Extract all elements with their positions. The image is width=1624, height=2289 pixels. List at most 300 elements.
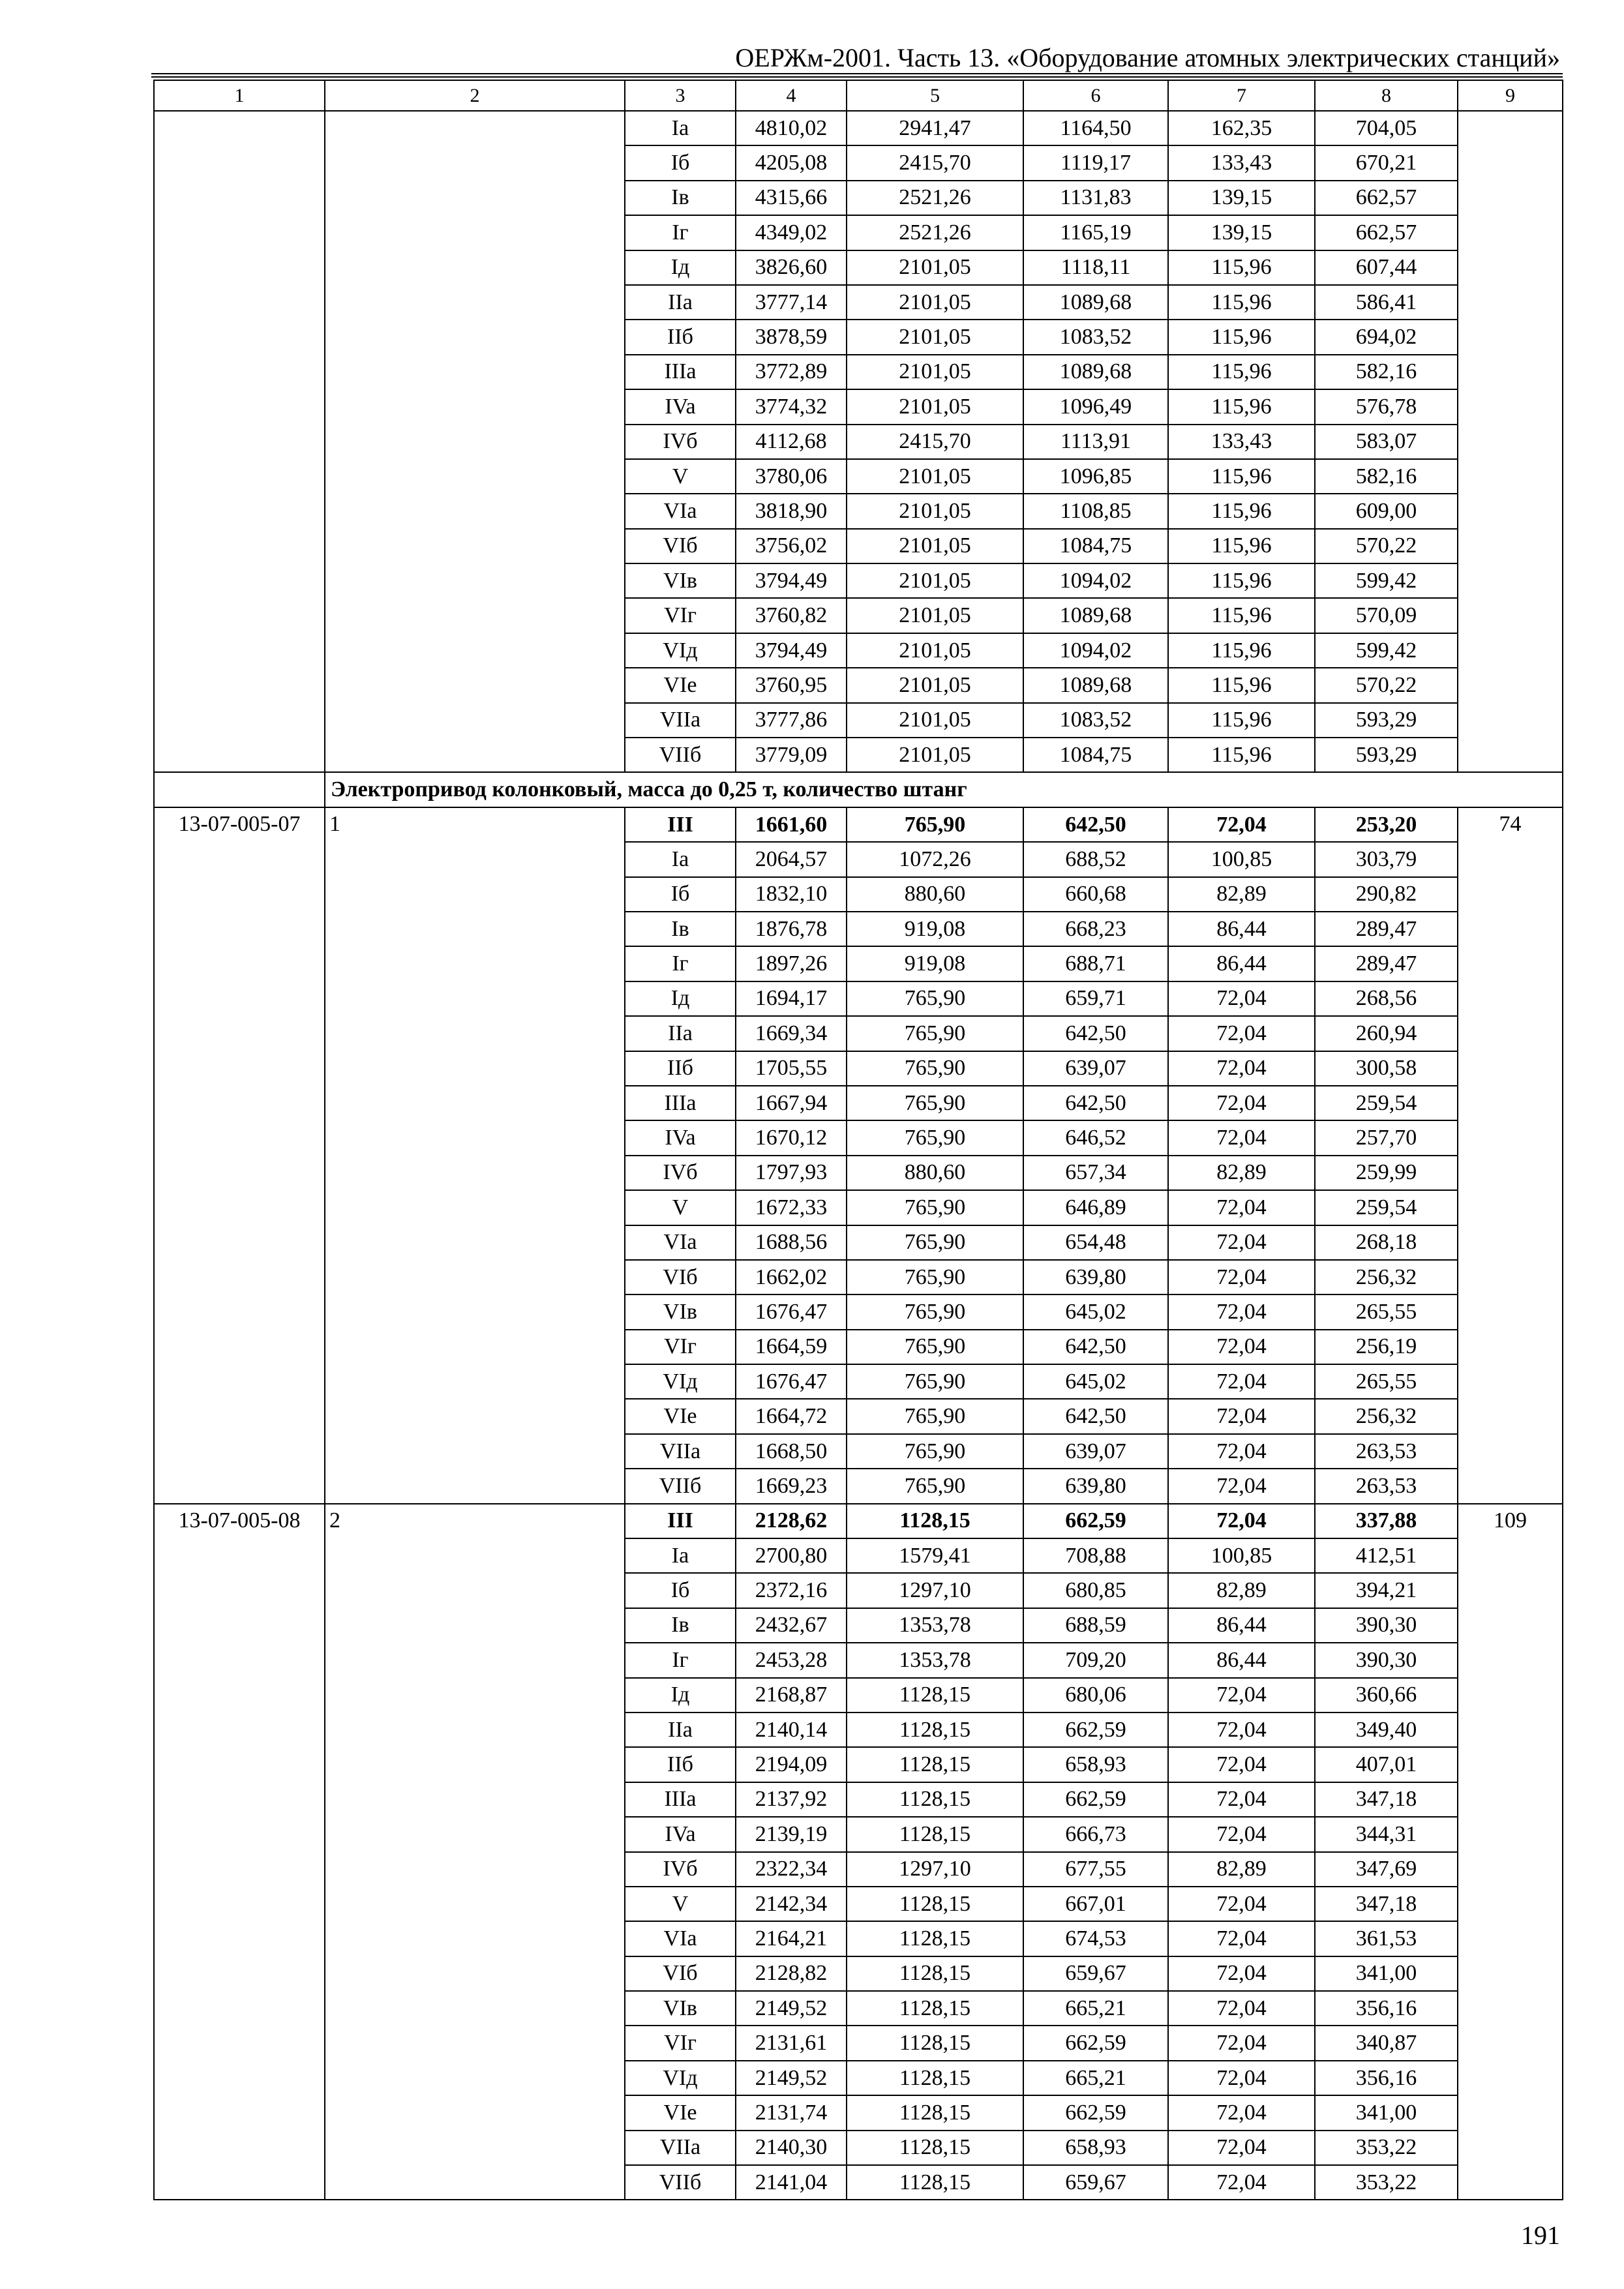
- value-cell: 662,59: [1023, 1782, 1168, 1817]
- value-cell: 586,41: [1315, 285, 1458, 320]
- value-cell: 642,50: [1023, 1330, 1168, 1364]
- value-cell: 765,90: [847, 1260, 1023, 1294]
- value-cell: 72,04: [1168, 2165, 1315, 2200]
- column-header-6: 6: [1023, 80, 1168, 111]
- value-cell: 3777,86: [736, 703, 847, 738]
- value-cell: 660,68: [1023, 877, 1168, 912]
- value-cell: 72,04: [1168, 1399, 1315, 1433]
- value-cell: 1128,15: [847, 1678, 1023, 1713]
- zone-index-cell: Iб: [625, 877, 736, 912]
- value-cell: 2101,05: [847, 703, 1023, 738]
- value-cell: 880,60: [847, 1156, 1023, 1190]
- value-cell: 1128,15: [847, 1713, 1023, 1747]
- value-cell: 1353,78: [847, 1608, 1023, 1643]
- value-cell: 1089,68: [1023, 285, 1168, 320]
- value-cell: 72,04: [1168, 1713, 1315, 1747]
- value-cell: 677,55: [1023, 1852, 1168, 1887]
- value-cell: 360,66: [1315, 1678, 1458, 1713]
- column-header-8: 8: [1315, 80, 1458, 111]
- table-body: [154, 80, 1563, 2200]
- value-cell: 765,90: [847, 1120, 1023, 1155]
- value-cell: 688,71: [1023, 946, 1168, 981]
- value-cell: 2101,05: [847, 598, 1023, 633]
- zone-index-cell: IIб: [625, 320, 736, 354]
- value-cell: 708,88: [1023, 1538, 1168, 1573]
- value-cell: 3878,59: [736, 320, 847, 354]
- value-cell: 2194,09: [736, 1747, 847, 1782]
- zone-index-cell: VIв: [625, 563, 736, 598]
- zone-index-cell: VIIб: [625, 738, 736, 772]
- value-cell: 2415,70: [847, 425, 1023, 459]
- value-cell: 1119,17: [1023, 145, 1168, 180]
- section-title: Электропривод колонковый, масса до 0,25 т, количество штанг: [325, 772, 1563, 807]
- zone-index-cell: Iв: [625, 181, 736, 215]
- value-cell: 341,00: [1315, 1956, 1458, 1991]
- value-cell: 115,96: [1168, 285, 1315, 320]
- zone-index-cell: IIб: [625, 1051, 736, 1086]
- zone-index-cell: IVб: [625, 1156, 736, 1190]
- value-cell: 72,04: [1168, 1120, 1315, 1155]
- value-cell: 1128,15: [847, 1504, 1023, 1538]
- value-cell: 1089,68: [1023, 668, 1168, 702]
- value-cell: 1083,52: [1023, 703, 1168, 738]
- value-cell: 1579,41: [847, 1538, 1023, 1573]
- value-cell: 139,15: [1168, 181, 1315, 215]
- value-cell: 3818,90: [736, 494, 847, 528]
- value-cell: 919,08: [847, 946, 1023, 981]
- rate-code-cell: 13-07-005-07: [154, 807, 325, 1504]
- value-cell: 253,20: [1315, 807, 1458, 842]
- value-cell: 394,21: [1315, 1573, 1458, 1608]
- value-cell: 1113,91: [1023, 425, 1168, 459]
- value-cell: 659,67: [1023, 2165, 1168, 2200]
- zone-index-cell: VIIб: [625, 1469, 736, 1503]
- zone-index-cell: Ia: [625, 842, 736, 876]
- value-cell: 72,04: [1168, 1294, 1315, 1329]
- value-cell: 3794,49: [736, 563, 847, 598]
- value-cell: 1669,34: [736, 1016, 847, 1051]
- value-cell: 639,07: [1023, 1434, 1168, 1469]
- zone-index-cell: Iд: [625, 1678, 736, 1713]
- value-cell: 72,04: [1168, 1051, 1315, 1086]
- value-cell: 2131,61: [736, 2026, 847, 2060]
- value-cell: 646,52: [1023, 1120, 1168, 1155]
- value-cell: 115,96: [1168, 563, 1315, 598]
- zone-index-cell: VIe: [625, 1399, 736, 1433]
- value-cell: 72,04: [1168, 807, 1315, 842]
- value-cell: 162,35: [1168, 111, 1315, 145]
- value-cell: 257,70: [1315, 1120, 1458, 1155]
- value-cell: 390,30: [1315, 1643, 1458, 1677]
- value-cell: 2101,05: [847, 250, 1023, 285]
- value-cell: 72,04: [1168, 1991, 1315, 2026]
- zone-index-cell: VIг: [625, 1330, 736, 1364]
- zone-index-cell: IIIa: [625, 1782, 736, 1817]
- value-cell: 662,57: [1315, 181, 1458, 215]
- value-cell: 1662,02: [736, 1260, 847, 1294]
- zone-index-cell: Iг: [625, 215, 736, 250]
- value-cell: 642,50: [1023, 1086, 1168, 1120]
- value-cell: 1688,56: [736, 1225, 847, 1260]
- value-cell: 72,04: [1168, 2026, 1315, 2060]
- value-cell: 72,04: [1168, 1225, 1315, 1260]
- value-cell: 2064,57: [736, 842, 847, 876]
- zone-index-cell: VIд: [625, 1364, 736, 1399]
- value-cell: 2101,05: [847, 633, 1023, 668]
- value-cell: 642,50: [1023, 1016, 1168, 1051]
- value-cell: 2139,19: [736, 1817, 847, 1851]
- section-row: [154, 772, 1563, 807]
- value-cell: 2164,21: [736, 1921, 847, 1956]
- value-cell: 765,90: [847, 1016, 1023, 1051]
- value-cell: 72,04: [1168, 1678, 1315, 1713]
- value-cell: 115,96: [1168, 459, 1315, 494]
- value-cell: 3760,95: [736, 668, 847, 702]
- value-cell: 4349,02: [736, 215, 847, 250]
- value-cell: 86,44: [1168, 1608, 1315, 1643]
- zone-index-cell: IIIa: [625, 1086, 736, 1120]
- zone-index-cell: VIe: [625, 668, 736, 702]
- value-cell: 115,96: [1168, 703, 1315, 738]
- value-cell: 3777,14: [736, 285, 847, 320]
- value-cell: 639,80: [1023, 1469, 1168, 1503]
- value-cell: 344,31: [1315, 1817, 1458, 1851]
- zone-index-cell: IIa: [625, 1713, 736, 1747]
- value-cell: 3826,60: [736, 250, 847, 285]
- zone-index-cell: VIIa: [625, 2131, 736, 2165]
- value-cell: 694,02: [1315, 320, 1458, 354]
- zone-index-cell: IVa: [625, 1120, 736, 1155]
- value-cell: 412,51: [1315, 1538, 1458, 1573]
- value-cell: 3774,32: [736, 389, 847, 424]
- value-cell: 3780,06: [736, 459, 847, 494]
- value-cell: 4810,02: [736, 111, 847, 145]
- value-cell: 115,96: [1168, 494, 1315, 528]
- value-cell: 2142,34: [736, 1887, 847, 1921]
- rate-name-cell: [325, 111, 625, 772]
- zone-index-cell: Iв: [625, 912, 736, 946]
- value-cell: 72,04: [1168, 2061, 1315, 2095]
- value-cell: 704,05: [1315, 111, 1458, 145]
- value-cell: 1897,26: [736, 946, 847, 981]
- value-cell: 2101,05: [847, 668, 1023, 702]
- value-cell: 665,21: [1023, 2061, 1168, 2095]
- zone-index-cell: VIб: [625, 1260, 736, 1294]
- rate-code-cell: [154, 111, 325, 772]
- value-cell: 72,04: [1168, 1956, 1315, 1991]
- zone-index-cell: IIa: [625, 1016, 736, 1051]
- zone-index-cell: IVa: [625, 389, 736, 424]
- value-cell: 72,04: [1168, 1747, 1315, 1782]
- value-cell: 765,90: [847, 1051, 1023, 1086]
- value-cell: 2101,05: [847, 459, 1023, 494]
- column-header-7: 7: [1168, 80, 1315, 111]
- zone-index-cell: Iд: [625, 981, 736, 1016]
- value-cell: 1669,23: [736, 1469, 847, 1503]
- value-cell: 356,16: [1315, 2061, 1458, 2095]
- value-cell: 82,89: [1168, 1852, 1315, 1887]
- value-cell: 1832,10: [736, 877, 847, 912]
- value-cell: 1797,93: [736, 1156, 847, 1190]
- value-cell: 919,08: [847, 912, 1023, 946]
- value-cell: 1083,52: [1023, 320, 1168, 354]
- value-cell: 2140,14: [736, 1713, 847, 1747]
- zone-index-cell: Iб: [625, 145, 736, 180]
- value-cell: 82,89: [1168, 1573, 1315, 1608]
- value-cell: 2101,05: [847, 494, 1023, 528]
- value-cell: 2168,87: [736, 1678, 847, 1713]
- zone-index-cell: IIIa: [625, 355, 736, 389]
- zone-index-cell: Ia: [625, 1538, 736, 1573]
- value-cell: 2453,28: [736, 1643, 847, 1677]
- value-cell: 290,82: [1315, 877, 1458, 912]
- value-cell: 115,96: [1168, 668, 1315, 702]
- value-cell: 2521,26: [847, 181, 1023, 215]
- value-cell: 3756,02: [736, 529, 847, 563]
- value-cell: 599,42: [1315, 633, 1458, 668]
- value-cell: 256,32: [1315, 1260, 1458, 1294]
- value-cell: 1131,83: [1023, 181, 1168, 215]
- value-cell: 2101,05: [847, 389, 1023, 424]
- value-cell: 2101,05: [847, 563, 1023, 598]
- zone-index-cell: VIa: [625, 1225, 736, 1260]
- value-cell: 642,50: [1023, 1399, 1168, 1433]
- value-cell: 662,59: [1023, 1713, 1168, 1747]
- value-cell: 2101,05: [847, 285, 1023, 320]
- value-cell: 256,19: [1315, 1330, 1458, 1364]
- value-cell: 1128,15: [847, 1817, 1023, 1851]
- header-rule: [151, 73, 1563, 78]
- value-cell: 665,21: [1023, 1991, 1168, 2026]
- value-cell: 4112,68: [736, 425, 847, 459]
- value-cell: 2140,30: [736, 2131, 847, 2165]
- value-cell: 115,96: [1168, 598, 1315, 633]
- value-cell: 765,90: [847, 1399, 1023, 1433]
- value-cell: 353,22: [1315, 2131, 1458, 2165]
- value-cell: 2128,62: [736, 1504, 847, 1538]
- value-cell: 72,04: [1168, 1921, 1315, 1956]
- value-cell: 1297,10: [847, 1573, 1023, 1608]
- zone-index-cell: VIIб: [625, 2165, 736, 2200]
- value-cell: 1297,10: [847, 1852, 1023, 1887]
- value-cell: 2128,82: [736, 1956, 847, 1991]
- column-header-4: 4: [736, 80, 847, 111]
- value-cell: 2322,34: [736, 1852, 847, 1887]
- value-cell: 599,42: [1315, 563, 1458, 598]
- zone-index-cell: IVб: [625, 425, 736, 459]
- zone-index-cell: V: [625, 1887, 736, 1921]
- value-cell: 658,93: [1023, 1747, 1168, 1782]
- value-cell: 645,02: [1023, 1294, 1168, 1329]
- zone-index-cell: Iб: [625, 1573, 736, 1608]
- value-cell: 2941,47: [847, 111, 1023, 145]
- value-cell: 1676,47: [736, 1294, 847, 1329]
- zone-index-cell: VIв: [625, 1294, 736, 1329]
- value-cell: 1089,68: [1023, 598, 1168, 633]
- value-cell: 765,90: [847, 1364, 1023, 1399]
- value-cell: 1661,60: [736, 807, 847, 842]
- value-cell: 1670,12: [736, 1120, 847, 1155]
- value-cell: 576,78: [1315, 389, 1458, 424]
- value-cell: 1128,15: [847, 1921, 1023, 1956]
- value-cell: 2700,80: [736, 1538, 847, 1573]
- value-cell: 1164,50: [1023, 111, 1168, 145]
- value-cell: 570,22: [1315, 529, 1458, 563]
- zone-index-cell: Iг: [625, 1643, 736, 1677]
- value-cell: 709,20: [1023, 1643, 1168, 1677]
- zone-index-cell: Iд: [625, 250, 736, 285]
- value-cell: 582,16: [1315, 355, 1458, 389]
- value-cell: 337,88: [1315, 1504, 1458, 1538]
- value-cell: 659,67: [1023, 1956, 1168, 1991]
- value-cell: 72,04: [1168, 2095, 1315, 2130]
- value-cell: 2101,05: [847, 320, 1023, 354]
- value-cell: 645,02: [1023, 1364, 1168, 1399]
- value-cell: 72,04: [1168, 1086, 1315, 1120]
- value-cell: 390,30: [1315, 1608, 1458, 1643]
- value-cell: 303,79: [1315, 842, 1458, 876]
- value-cell: 1668,50: [736, 1434, 847, 1469]
- value-cell: 666,73: [1023, 1817, 1168, 1851]
- value-cell: 654,48: [1023, 1225, 1168, 1260]
- value-cell: 72,04: [1168, 1016, 1315, 1051]
- value-cell: 1072,26: [847, 842, 1023, 876]
- value-cell: 115,96: [1168, 355, 1315, 389]
- value-cell: 1165,19: [1023, 215, 1168, 250]
- zone-index-cell: VIд: [625, 633, 736, 668]
- value-cell: 289,47: [1315, 912, 1458, 946]
- value-cell: 115,96: [1168, 738, 1315, 772]
- value-cell: 72,04: [1168, 981, 1315, 1016]
- value-cell: 407,01: [1315, 1747, 1458, 1782]
- page-header: ОЕРЖм-2001. Часть 13. «Оборудование атомных электрических станций»: [735, 43, 1560, 72]
- zone-index-cell: III: [625, 807, 736, 842]
- value-cell: 765,90: [847, 1294, 1023, 1329]
- zone-index-cell: IVa: [625, 1817, 736, 1851]
- zone-index-cell: IIб: [625, 1747, 736, 1782]
- value-cell: 765,90: [847, 1434, 1023, 1469]
- column-header-5: 5: [847, 80, 1023, 111]
- value-cell: 2131,74: [736, 2095, 847, 2130]
- zone-index-cell: IIa: [625, 285, 736, 320]
- value-cell: 662,59: [1023, 2095, 1168, 2130]
- value-cell: 1108,85: [1023, 494, 1168, 528]
- zone-index-cell: IVб: [625, 1852, 736, 1887]
- value-cell: 1128,15: [847, 2026, 1023, 2060]
- value-cell: 86,44: [1168, 912, 1315, 946]
- value-cell: 133,43: [1168, 145, 1315, 180]
- value-cell: 765,90: [847, 981, 1023, 1016]
- value-cell: 880,60: [847, 877, 1023, 912]
- value-cell: 765,90: [847, 1330, 1023, 1364]
- value-cell: 1353,78: [847, 1643, 1023, 1677]
- value-cell: 72,04: [1168, 1260, 1315, 1294]
- value-cell: 72,04: [1168, 1330, 1315, 1364]
- value-cell: 765,90: [847, 1469, 1023, 1503]
- zone-index-cell: VIIa: [625, 1434, 736, 1469]
- zone-index-cell: V: [625, 459, 736, 494]
- zone-index-cell: VIб: [625, 1956, 736, 1991]
- value-cell: 356,16: [1315, 1991, 1458, 2026]
- value-cell: 259,99: [1315, 1156, 1458, 1190]
- value-cell: 2137,92: [736, 1782, 847, 1817]
- value-cell: 1128,15: [847, 1991, 1023, 2026]
- value-cell: 259,54: [1315, 1190, 1458, 1225]
- column-header-9: 9: [1458, 80, 1563, 111]
- value-cell: 100,85: [1168, 1538, 1315, 1573]
- value-cell: 765,90: [847, 1190, 1023, 1225]
- value-cell: 1705,55: [736, 1051, 847, 1086]
- value-cell: 593,29: [1315, 738, 1458, 772]
- value-cell: 300,58: [1315, 1051, 1458, 1086]
- value-cell: 674,53: [1023, 1921, 1168, 1956]
- value-cell: 1128,15: [847, 1747, 1023, 1782]
- value-cell: 115,96: [1168, 633, 1315, 668]
- value-cell: 593,29: [1315, 703, 1458, 738]
- value-cell: 680,06: [1023, 1678, 1168, 1713]
- value-cell: 353,22: [1315, 2165, 1458, 2200]
- value-cell: 662,57: [1315, 215, 1458, 250]
- value-cell: 347,69: [1315, 1852, 1458, 1887]
- value-cell: 765,90: [847, 807, 1023, 842]
- value-cell: 139,15: [1168, 215, 1315, 250]
- value-cell: 72,04: [1168, 2131, 1315, 2165]
- value-cell: 133,43: [1168, 425, 1315, 459]
- value-cell: 668,23: [1023, 912, 1168, 946]
- value-cell: 1084,75: [1023, 529, 1168, 563]
- zone-index-cell: VIIa: [625, 703, 736, 738]
- value-cell: 1876,78: [736, 912, 847, 946]
- value-cell: 3779,09: [736, 738, 847, 772]
- value-cell: 1128,15: [847, 1956, 1023, 1991]
- zone-index-cell: VIд: [625, 2061, 736, 2095]
- value-cell: 86,44: [1168, 1643, 1315, 1677]
- value-cell: 2101,05: [847, 738, 1023, 772]
- value-cell: 765,90: [847, 1086, 1023, 1120]
- value-cell: 2432,67: [736, 1608, 847, 1643]
- value-cell: 341,00: [1315, 2095, 1458, 2130]
- value-cell: 582,16: [1315, 459, 1458, 494]
- value-cell: 639,80: [1023, 1260, 1168, 1294]
- value-cell: 1094,02: [1023, 633, 1168, 668]
- zone-index-cell: VIб: [625, 529, 736, 563]
- value-cell: 688,52: [1023, 842, 1168, 876]
- value-cell: 1128,15: [847, 2095, 1023, 2130]
- value-cell: 340,87: [1315, 2026, 1458, 2060]
- zone-index-cell: VIa: [625, 494, 736, 528]
- value-cell: 268,18: [1315, 1225, 1458, 1260]
- value-cell: 115,96: [1168, 389, 1315, 424]
- value-cell: 72,04: [1168, 1782, 1315, 1817]
- value-cell: 1672,33: [736, 1190, 847, 1225]
- value-cell: 570,09: [1315, 598, 1458, 633]
- value-cell: 642,50: [1023, 807, 1168, 842]
- section-spacer-cell: [154, 772, 325, 807]
- value-cell: 2521,26: [847, 215, 1023, 250]
- zone-index-cell: V: [625, 1190, 736, 1225]
- value-cell: 670,21: [1315, 145, 1458, 180]
- value-cell: 2149,52: [736, 2061, 847, 2095]
- value-cell: 115,96: [1168, 320, 1315, 354]
- zone-index-cell: III: [625, 1504, 736, 1538]
- value-cell: 72,04: [1168, 1504, 1315, 1538]
- value-cell: 662,59: [1023, 1504, 1168, 1538]
- value-cell: 658,93: [1023, 2131, 1168, 2165]
- value-cell: 1694,17: [736, 981, 847, 1016]
- rate-code-cell: 13-07-005-08: [154, 1504, 325, 2200]
- value-cell: 86,44: [1168, 946, 1315, 981]
- value-cell: 3794,49: [736, 633, 847, 668]
